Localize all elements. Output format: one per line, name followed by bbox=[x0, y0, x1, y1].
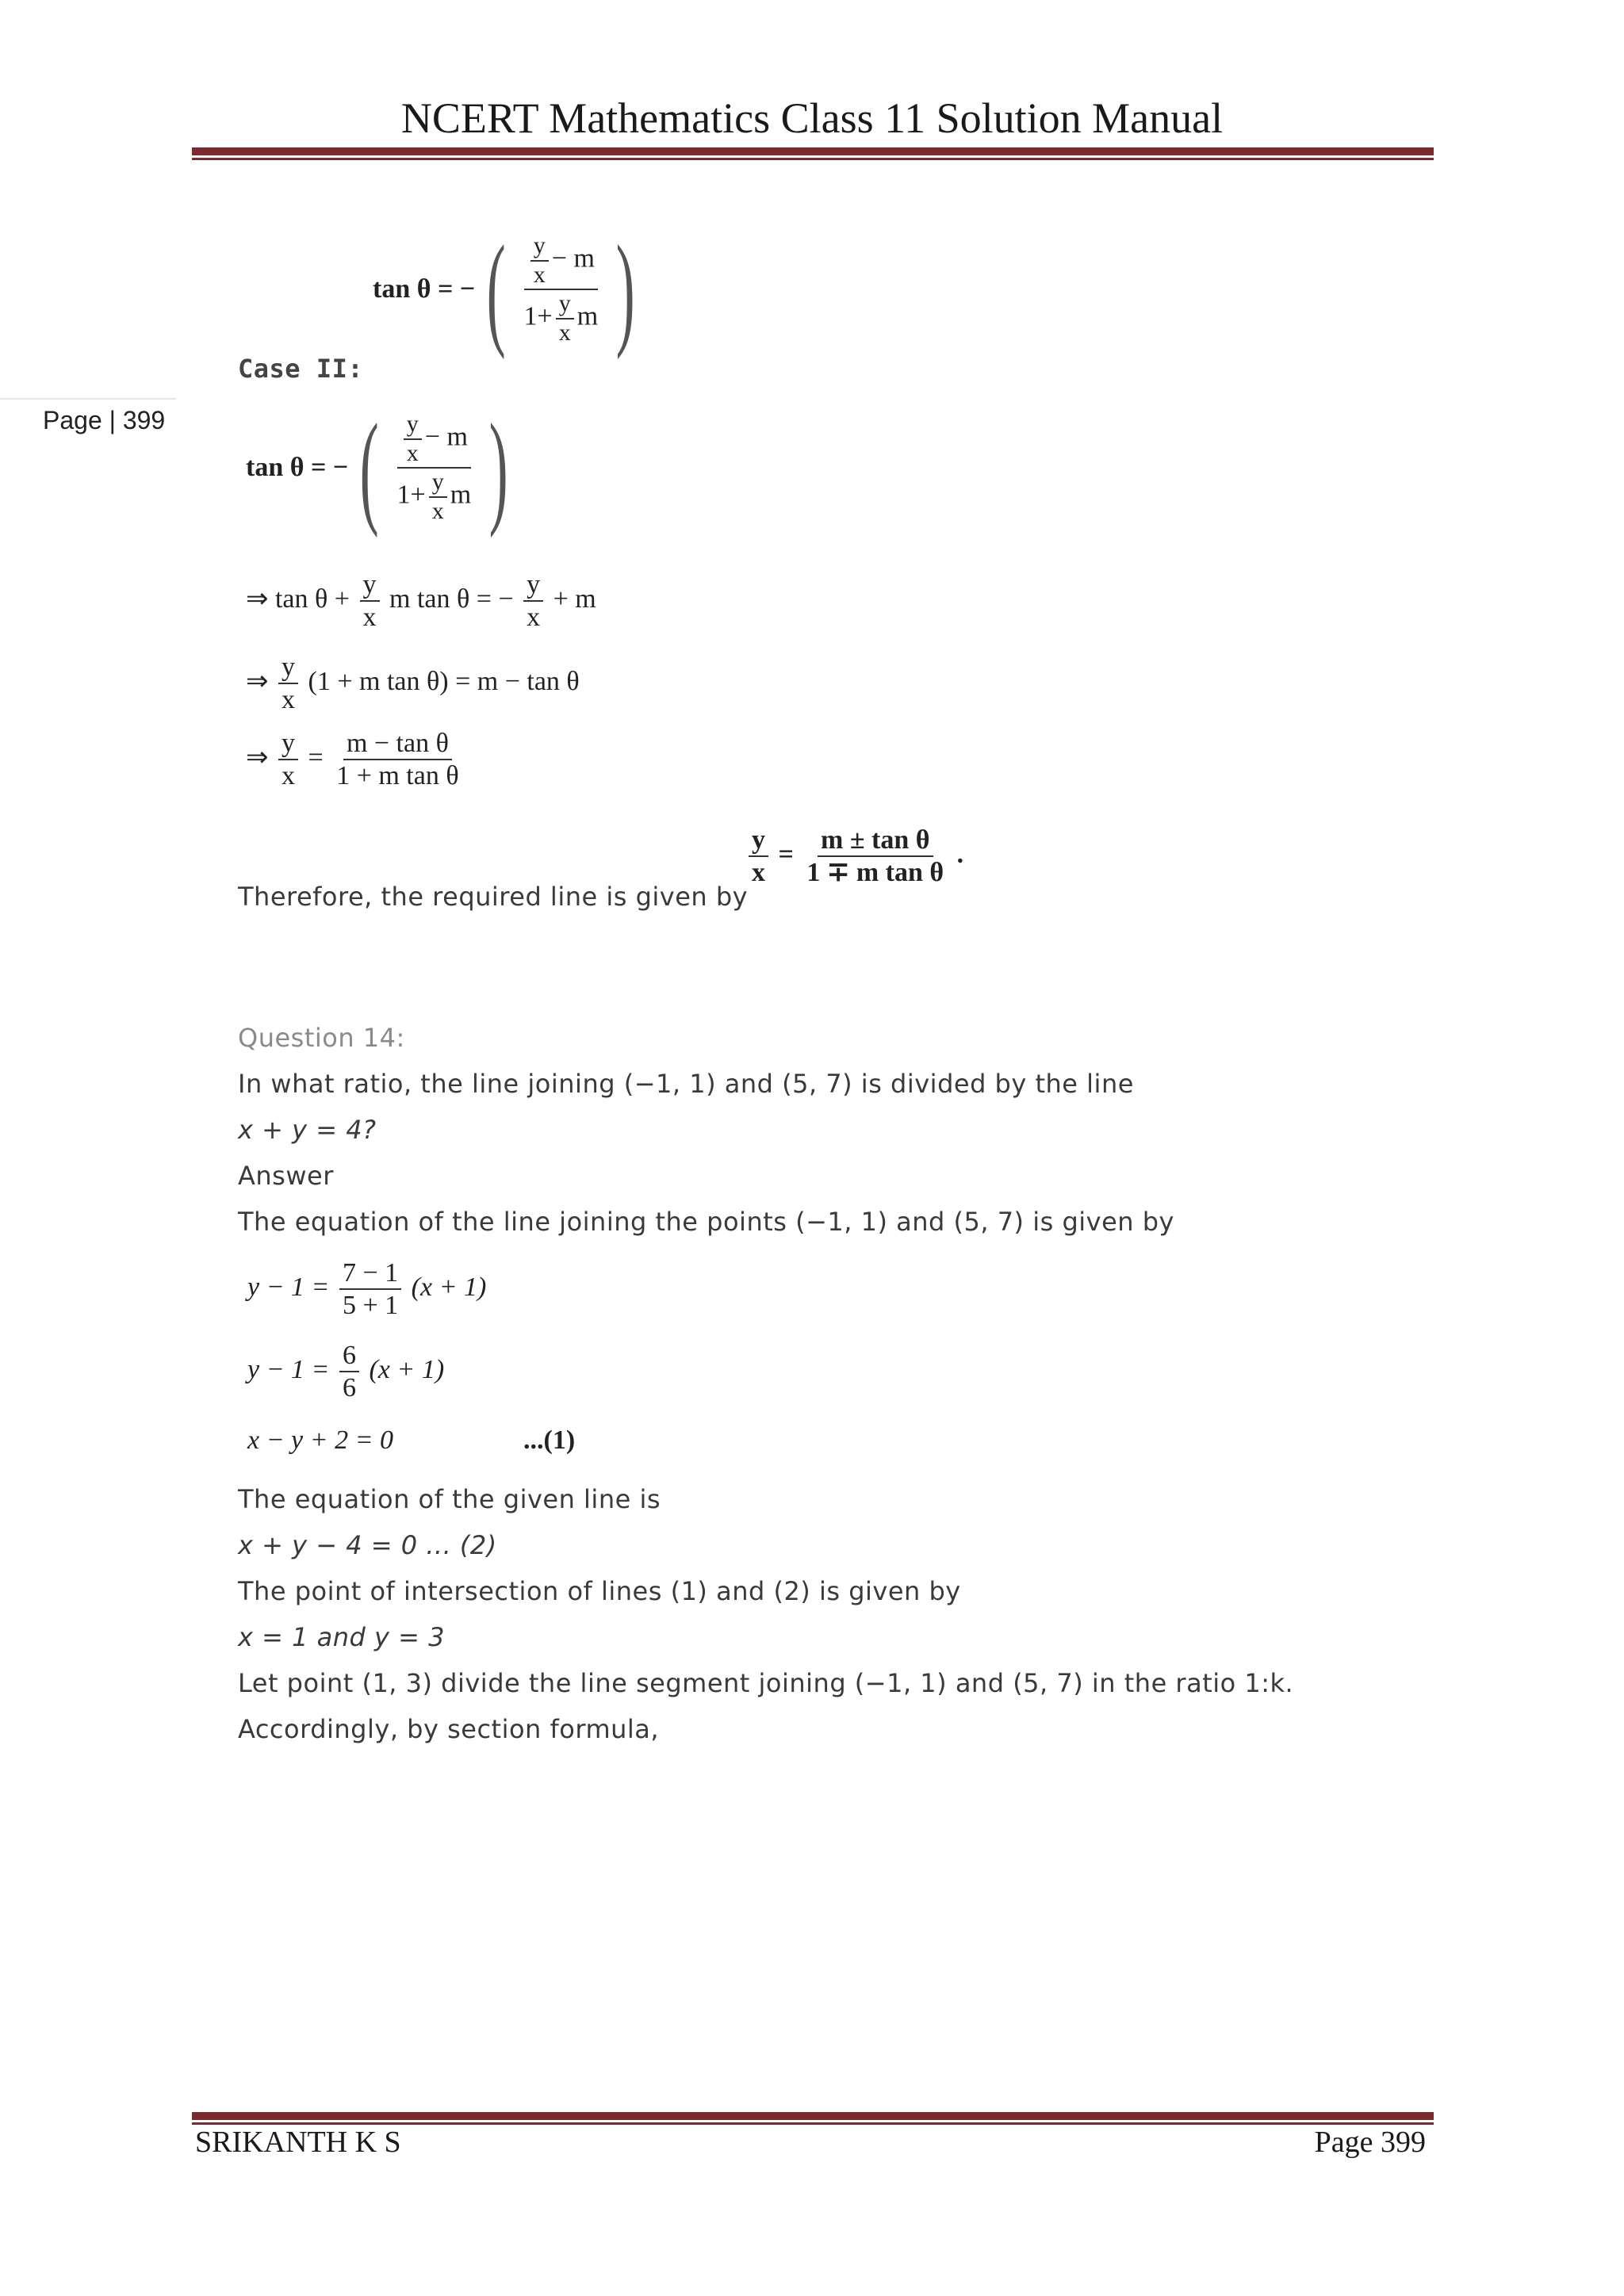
header-rule bbox=[192, 147, 1434, 160]
question-text-line2: x + y = 4? bbox=[238, 1115, 377, 1145]
equation-c: x − y + 2 = 0 bbox=[247, 1425, 394, 1455]
footer-page-number: Page 399 bbox=[1314, 2126, 1426, 2159]
question-heading: Question 14: bbox=[238, 1023, 405, 1053]
side-divider bbox=[0, 398, 176, 400]
equation-a: y − 1 = $\frac{7 - 1}{5 + 1}$ (x + 1) bbox=[247, 1258, 487, 1321]
intersection-point: x = 1 and y = 3 bbox=[238, 1622, 445, 1652]
answer-intro: The equation of the line joining the points (−1, 1) and (5, 7) is given by bbox=[238, 1207, 1174, 1237]
given-line-equation: x + y − 4 = 0 ... (2) bbox=[238, 1530, 497, 1560]
section-formula-text: Accordingly, by section formula, bbox=[238, 1714, 660, 1744]
footer-rule bbox=[192, 2112, 1434, 2125]
side-page-label: Page | 399 bbox=[43, 406, 166, 434]
footer-author: SRIKANTH K S bbox=[195, 2126, 401, 2159]
case1-equation: tan θ = − ( $\frac{y}{x}$ − m 1+ $\frac{y}{x}$ m ) bbox=[373, 219, 635, 360]
case2-label: Case II: bbox=[238, 354, 364, 384]
conclusion-formula: $\frac{y}{x}$ = $\frac{\text{m ± tan θ}}{\text{1 ∓ m tan θ}}$ . bbox=[745, 825, 963, 888]
case2-eq3: ⇒ $\frac{y}{x}$ (1 + m tan θ) = m − tan θ bbox=[246, 652, 580, 715]
equation-c-tag: ...(1) bbox=[523, 1425, 576, 1455]
case2-eq2: ⇒ tan θ + $\frac{y}{x}$ m tan θ = − $\frac{y}{x}$ + m bbox=[246, 570, 596, 633]
page-header-title: NCERT Mathematics Class 11 Solution Manual bbox=[400, 94, 1224, 142]
intersection-text: The point of intersection of lines (1) and (2) is given by bbox=[238, 1576, 961, 1606]
question-text-line1: In what ratio, the line joining (−1, 1) and (5, 7) is divided by the line bbox=[238, 1069, 1134, 1099]
case2-eq1: tan θ = − ( $\frac{y}{x}$ − m 1+ $\frac{y}{x}$ m ) bbox=[246, 397, 508, 538]
given-line-text: The equation of the given line is bbox=[238, 1484, 661, 1514]
equation-b: y − 1 = $\frac{6}{6}$ (x + 1) bbox=[247, 1341, 445, 1403]
conclusion-text: Therefore, the required line is given by bbox=[238, 882, 749, 912]
section-ratio-text: Let point (1, 3) divide the line segment joining (−1, 1) and (5, 7) in the ratio 1:k. bbox=[238, 1668, 1294, 1698]
case2-eq4: ⇒ $\frac{y}{x}$ = $\frac{\text{m − tan θ}}{\text{1 + m tan θ}}$ bbox=[246, 729, 459, 791]
answer-label: Answer bbox=[238, 1161, 334, 1191]
